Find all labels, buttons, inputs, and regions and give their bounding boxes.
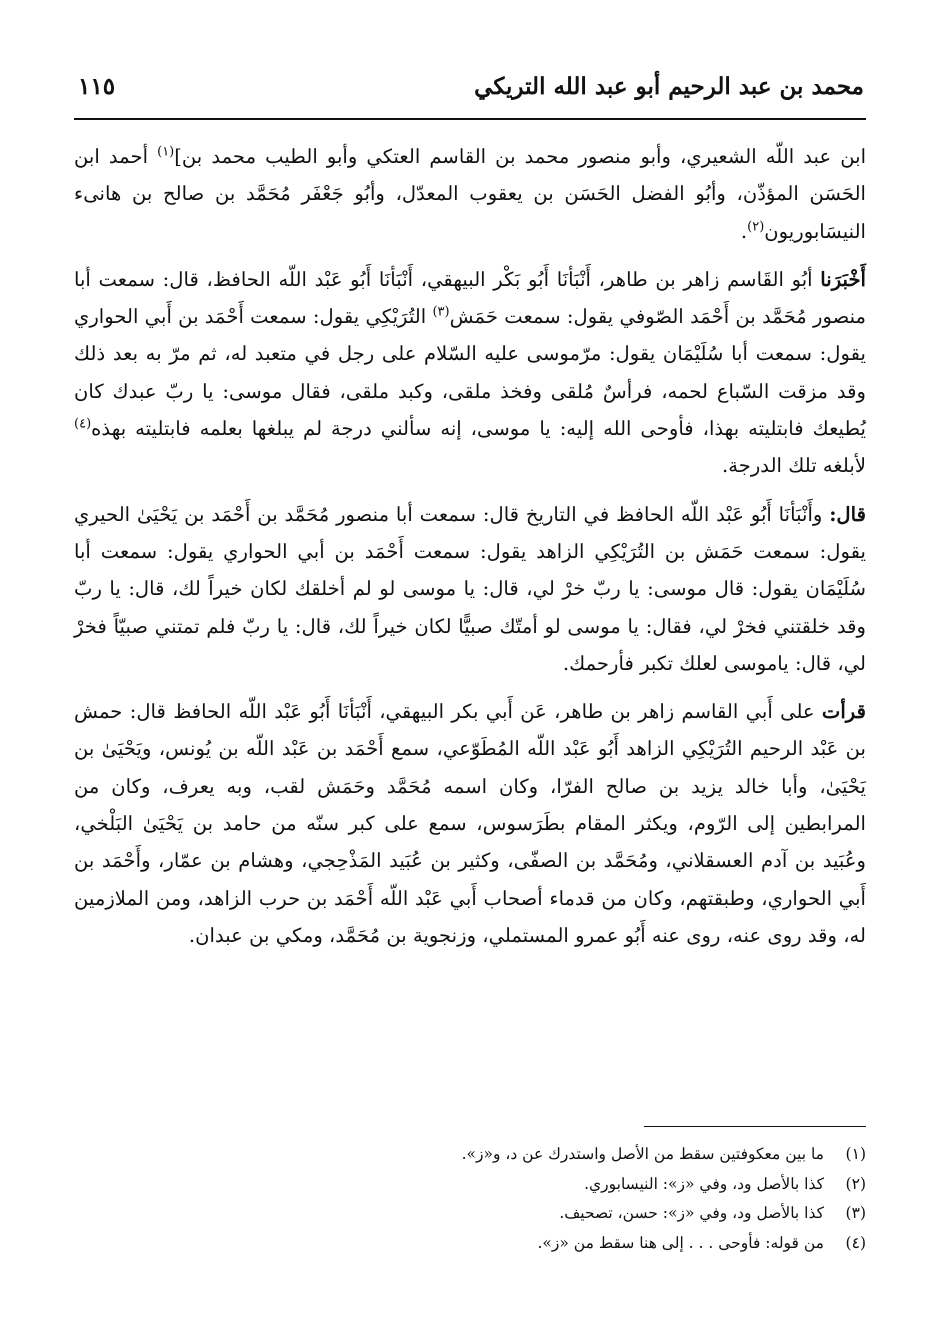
paragraph-2-text-b: التُرَيْكِي يقول: سمعت أَحْمَد بن أَبي الحواري يقول: سمعت أبا سُلَيْمَان يقول: مرّموسى عليه السّلام على رجل في متعبد له، ثم مرّ به بعد ذلك وقد مزقت السّباع لحمه، فرأسٌ مُلقى وفخذ ملقى، وكبد ملقى، فقال موسى: يا ربّ عبدك كان يُطيعك فابتليته بهذا، فأوحى الله إليه: يا موسى، إنه سألني درجة لم يبلغها بعلمه فابتليته بهذه xyxy=(74,305,866,441)
footnote-rule xyxy=(644,1126,866,1127)
paragraph-2 xyxy=(74,261,866,485)
footnote-1 xyxy=(74,1140,866,1170)
footnotes xyxy=(74,1140,866,1258)
footnote-ref-1[interactable]: (١) xyxy=(157,144,175,160)
page-number: ١١٥ xyxy=(78,72,116,100)
footnote-number: (٣) xyxy=(845,1204,866,1223)
paragraph-3-text: وأَنْبَأنَا أَبُو عَبْد اللّه الحافظ في التاريخ قال: سمعت أبا منصور مُحَمَّد بن أَحْمَد بن يَحْيَىٰ الحيري يقول: سمعت حَمَش بن التُرَيْكِي الزاهد يقول: سمعت أَحْمَد بن أبي الحواري يقول: سمعت أبا سُلَيْمَان يقول: قال موسى: يا ربّ خرْ لي، قال: يا موسى لو لم أخلقك لكان خيراً لك، قال: يا ربّ وقد خلقتني فخرْ لي، فقال: يا موسى لو أمتّك صبيًّا لكان خيراً لك، قال: يا ربّ فلم تمتني صبيّاً فخرْ لي، قال: ياموسى لعلك تكبر فأرحمك. xyxy=(74,502,866,675)
paragraph-4-text: على أَبي القاسم زاهر بن طاهر، عَن أَبي بكر البيهقي، أَنْبَأنَا أَبُو عَبْد اللّه الحافظ قال: حمش بن عَبْد الرحيم التُرَيْكِي الزاهد أَبُو عَبْد اللّه المُطَوّعي، سمع أَحْمَد بن عَبْد اللّه بن يُونس، ويَحْيَىٰ بن يَحْيَىٰ، وأبا خالد يزيد بن صالح الفرّا، وكان اسمه مُحَمَّد وحَمَش لقب، وبه يعرف، وكان من المرابطين إلى الرّوم، ويكثر المقام بطَرَسوس، سمع على كبر سنّه من حامد بن يَحْيَىٰ البَلْخي، وعُبَيد بن آدم العسقلاني، ومُحَمَّد بن الصفّى، وكثير بن عُبَيد المَذْحِجي، وهشام بن عمّار، وأَحْمَد بن أَبي الحواري، وطبقتهم، وكان من قدماء أصحاب أَبي عَبْد اللّه أَحْمَد بن حرب الزاهد، ومن الملازمين له، وقد روى عنه، روى عنه أَبُو عمرو المستملي، وزنجوية بن مُحَمَّد، ومكي بن عبدان. xyxy=(74,700,866,947)
footnote-ref-2[interactable]: (٢) xyxy=(747,219,765,235)
footnote-number: (٢) xyxy=(845,1174,866,1193)
footnote-ref-3[interactable]: (٣) xyxy=(432,304,450,320)
footnote-number: (٤) xyxy=(845,1233,866,1252)
footnote-4 xyxy=(74,1229,866,1259)
footnote-3 xyxy=(74,1199,866,1229)
footnote-text: كذا بالأصل ود، وفي «ز»: النيسابوري. xyxy=(584,1174,824,1193)
paragraph-1-text-a: ابن عبد اللّه الشعيري، وأبو منصور محمد بن القاسم العتكي وأبو الطيب محمد بن] xyxy=(174,145,867,168)
footnote-2 xyxy=(74,1170,866,1200)
footnote-text: من قوله: فأوحى . . . إلى هنا سقط من «ز». xyxy=(537,1233,824,1252)
header-rule xyxy=(74,118,866,120)
paragraph-1-text-b: أحمد ابن الحَسَن المؤذّن، وأبُو الفضل الحَسَن بن يعقوب المعدّل، وأبُو جَعْفَر مُحَمَّد بن صالح بن هانىء النيسَابوريون xyxy=(74,145,866,243)
paragraph-1 xyxy=(74,138,866,250)
paragraph-4-lead-word: قرأت xyxy=(821,700,866,724)
footnote-text: كذا بالأصل ود، وفي «ز»: حسن، تصحيف. xyxy=(559,1204,824,1223)
paragraph-4 xyxy=(74,693,866,954)
body-text xyxy=(74,138,866,954)
page-header xyxy=(78,66,864,106)
footnote-number: (١) xyxy=(845,1145,866,1163)
footnote-ref-4[interactable]: (٤) xyxy=(74,416,92,432)
paragraph-2-lead-word: أَخْبَرَنا xyxy=(820,267,866,291)
paragraph-2-text-c: لأبلغه تلك الدرجة. xyxy=(722,454,866,478)
paragraph-3-lead-word: قال: xyxy=(829,502,866,526)
paragraph-3 xyxy=(74,496,866,682)
paragraph-2-text-a: أبُو القَاسم زاهر بن طاهر، أَنْبَأنَا أَبُو بَكْر البيهقي، أَنْبَأنَا أَبُو عَبْد اللّه الحافظ، قال: سمعت أبا منصور مُحَمَّد بن أَحْمَد الصّوفي يقول: سمعت حَمَش xyxy=(74,267,866,329)
paragraph-1-text-c: . xyxy=(740,219,748,243)
running-title: محمد بن عبد الرحيم أبو عبد الله التريكي xyxy=(474,72,864,100)
footnote-text: ما بين معكوفتين سقط من الأصل واستدرك عن د، و«ز». xyxy=(461,1145,824,1163)
